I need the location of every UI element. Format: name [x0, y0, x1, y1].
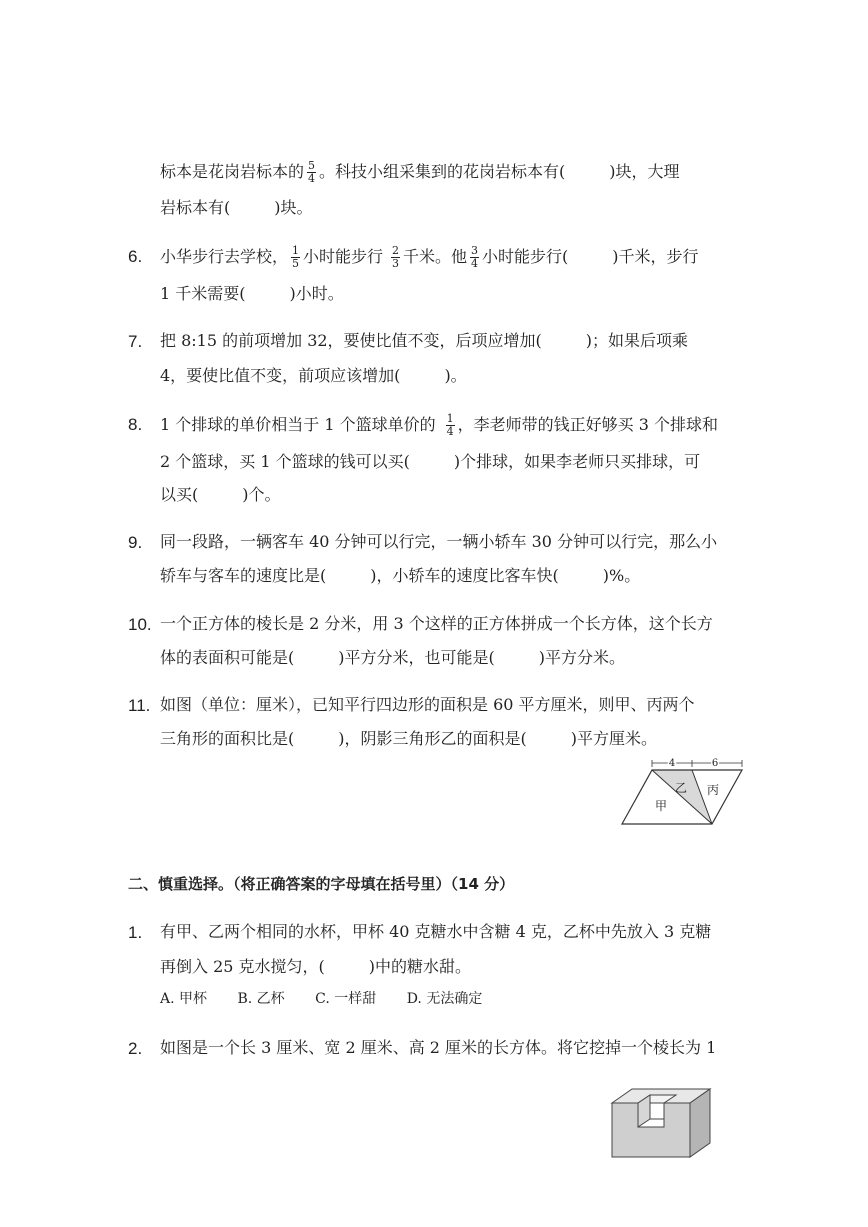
question-number: 9.: [128, 533, 143, 552]
q5-text-c: )块，大理: [609, 162, 680, 181]
q7-text: 把 8:15 的前项增加 32，要使比值不变，后项应增加(: [160, 331, 542, 350]
q7-text: 4，要使比值不变，前项应该增加(: [160, 366, 401, 385]
q7-text: )。: [444, 366, 467, 385]
options-row: [160, 988, 508, 1008]
question-number: 7.: [128, 332, 143, 351]
q11-text: )平方厘米。: [570, 729, 657, 748]
fraction: $\frac{2}{3}$: [392, 244, 400, 270]
option-c[interactable]: C. 一样甜: [315, 991, 377, 1007]
q9-text: )，小轿车的速度比客车快(: [370, 566, 559, 585]
q10-text: 体的表面积可能是(: [160, 648, 295, 667]
s2q2-line1: [160, 1038, 716, 1058]
q9-line1: [160, 532, 717, 552]
q8-text: 以买(: [160, 485, 199, 504]
s2q1-line2: [160, 957, 471, 977]
q10-line1: [160, 614, 713, 634]
q11-line2: [160, 729, 657, 749]
q6-text: )千米，步行: [612, 247, 699, 266]
q5-text-a: 标本是花岗岩标本的: [160, 162, 305, 181]
q9-text: 轿车与客车的速度比是(: [160, 566, 327, 585]
q6-line2: [160, 284, 344, 304]
q5-text-e: )块。: [274, 198, 313, 217]
q6-text: 千米。他: [403, 247, 468, 266]
q11-text: )，阴影三角形乙的面积是(: [338, 729, 527, 748]
option-a[interactable]: A. 甲杯: [160, 991, 208, 1007]
q8-text: )个。: [242, 485, 281, 504]
dimension-label: 4: [668, 758, 676, 769]
question-number: 8.: [128, 415, 143, 434]
option-d[interactable]: D. 无法确定: [406, 991, 483, 1007]
q10-line2: [160, 648, 625, 668]
cuboid-figure: [608, 1085, 714, 1161]
q11-text: 三角形的面积比是(: [160, 729, 295, 748]
q7-line2: [160, 366, 467, 386]
q5-text-d: 岩标本有(: [160, 198, 231, 217]
question-number: 11.: [128, 696, 151, 715]
q6-text: 小华步行去学校，: [160, 247, 289, 266]
option-b[interactable]: B. 乙杯: [237, 991, 285, 1007]
q5-text-b: 。科技小组采集到的花岗岩标本有(: [319, 162, 566, 181]
q6-line1: [160, 245, 699, 270]
fraction: $\frac{1}{4}$: [446, 412, 454, 438]
s2q1-text: 再倒入 25 克水搅匀，(: [160, 957, 325, 976]
q9-line2: [160, 566, 640, 586]
s2q1-text: 有甲、乙两个相同的水杯，甲杯 40 克糖水中含糖 4 克，乙杯中先放入 3 克糖: [160, 922, 712, 941]
q5-line2: [160, 198, 313, 218]
q9-text: )%。: [602, 566, 641, 585]
label-bing: 丙: [707, 783, 720, 797]
question-number: 10.: [128, 615, 152, 634]
q8-line3: [160, 485, 281, 505]
q11-line1: [160, 695, 695, 715]
question-number: 1.: [128, 923, 143, 942]
q6-text: )小时。: [289, 284, 344, 303]
q8-line2: [160, 452, 700, 472]
q9-text: 同一段路，一辆客车 40 分钟可以行完，一辆小轿车 30 分钟可以行完，那么小: [160, 532, 718, 551]
q7-line1: [160, 331, 688, 351]
q6-text: 小时能步行: [303, 247, 384, 266]
q6-text: 1 千米需要(: [160, 284, 246, 303]
q10-text: )平方分米，也可能是(: [338, 648, 495, 667]
q6-text: 小时能步行(: [482, 247, 569, 266]
s2q1-text: )中的糖水甜。: [368, 957, 472, 976]
s2q2-text: 如图是一个长 3 厘米、宽 2 厘米、高 2 厘米的长方体。将它挖掉一个棱长为 1: [160, 1038, 717, 1057]
q10-text: )平方分米。: [538, 648, 625, 667]
question-number: 6.: [128, 247, 143, 266]
q11-text: 如图（单位：厘米），已知平行四边形的面积是 60 平方厘米，则甲、丙两个: [160, 695, 695, 714]
fraction: $\frac{1}{5}$: [292, 244, 300, 270]
label-yi: 乙: [675, 781, 688, 795]
q7-text: )；如果后项乘: [585, 331, 689, 350]
dimension-label: 6: [711, 758, 719, 769]
q8-text: ，李老师带的钱正好够买 3 个排球和: [457, 415, 718, 434]
q8-text: 1 个排球的单价相当于 1 个篮球单价的: [160, 415, 436, 434]
s2q1-line1: [160, 922, 711, 942]
fraction: $\frac{3}{4}$: [471, 244, 479, 270]
q8-text: )个排球，如果李老师只买排球，可: [453, 452, 701, 471]
q8-text: 2 个篮球，买 1 个篮球的钱可以买(: [160, 452, 410, 471]
q5-line1: [160, 160, 680, 185]
fraction: $\frac{5}{4}$: [308, 159, 316, 185]
q8-line1: [160, 413, 718, 438]
section-title: 二、慎重选择。（将正确答案的字母填在括号里）（14 分）: [128, 875, 515, 893]
parallelogram-figure: [615, 758, 745, 830]
question-number: 2.: [128, 1039, 143, 1058]
q10-text: 一个正方体的棱长是 2 分米，用 3 个这样的正方体拼成一个长方体，这个长方: [160, 614, 713, 633]
label-jia: 甲: [655, 799, 668, 813]
